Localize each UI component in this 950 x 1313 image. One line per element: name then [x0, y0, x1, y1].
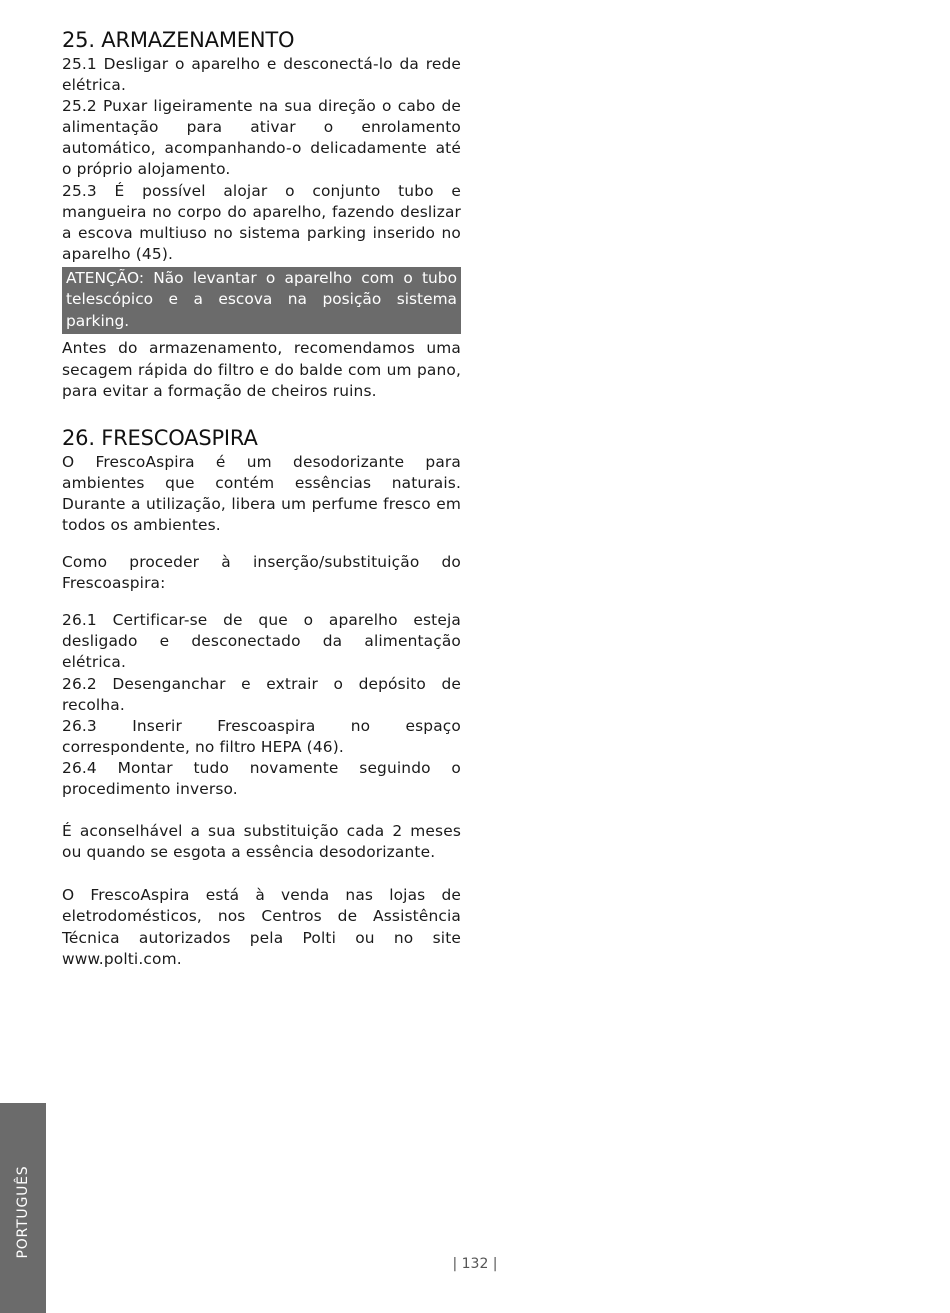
paragraph-intro: O FrescoAspira é um desodorizante para ambientes que contém essências naturais. Durante a utilização, libera um perfume fresco em todos os ambientes.: [62, 452, 461, 534]
section-title: 25. ARMAZENAMENTO: [62, 28, 295, 52]
section-title: 26. FRESCOASPIRA: [62, 425, 258, 450]
warning-box: ATENÇÃO: Não levantar o aparelho com o tubo telescópico e a escova na posição sistema parking.: [62, 267, 461, 335]
page-number: | 132 |: [452, 1256, 498, 1272]
paragraph-replacement-advice: É aconselhável a sua substituição cada 2 meses ou quando se esgota a essência desodorizante.: [62, 822, 461, 862]
paragraph-storage-note: Antes do armazenamento, recomendamos uma secagem rápida do filtro e do balde com um pano, para evitar a formação de cheiros ruins.: [62, 339, 461, 400]
paragraph-how-to: Como proceder à inserção/substituição do Frescoaspira:: [62, 553, 461, 593]
paragraph-25-3: 25.3 É possível alojar o conjunto tubo e mangueira no corpo do aparelho, fazendo deslizar a escova multiuso no sistema parking inserido no aparelho (45).: [62, 181, 461, 263]
paragraph-25-1: 25.1 Desligar o aparelho e desconectá-lo da rede elétrica.: [62, 55, 461, 95]
paragraph-26-2: 26.2 Desenganchar e extrair o depósito de recolha.: [62, 674, 461, 714]
paragraph-25-2: 25.2 Puxar ligeiramente na sua direção o cabo de alimentação para ativar o enrolamento automático, acompanhando-o delicadamente até o próprio alojamento.: [62, 97, 461, 179]
section-armazenamento: [62, 26, 461, 402]
paragraph-26-4: 26.4 Montar tudo novamente seguindo o procedimento inverso.: [62, 758, 461, 799]
paragraph-26-3: 26.3 Inserir Frescoaspira no espaço correspondente, no filtro HEPA (46).: [62, 716, 461, 756]
section-frescoaspira: [62, 424, 461, 970]
paragraph-where-to-buy: O FrescoAspira está à venda nas lojas de eletrodomésticos, nos Centros de Assistência Técnica autorizados pela Polti ou no site www.polti.com.: [62, 886, 461, 968]
main-column: [62, 26, 461, 970]
language-label: PORTUGUÊS: [15, 1165, 31, 1259]
paragraph-26-1: 26.1 Certificar-se de que o aparelho esteja desligado e desconectado da alimentação elétrica.: [62, 611, 461, 672]
